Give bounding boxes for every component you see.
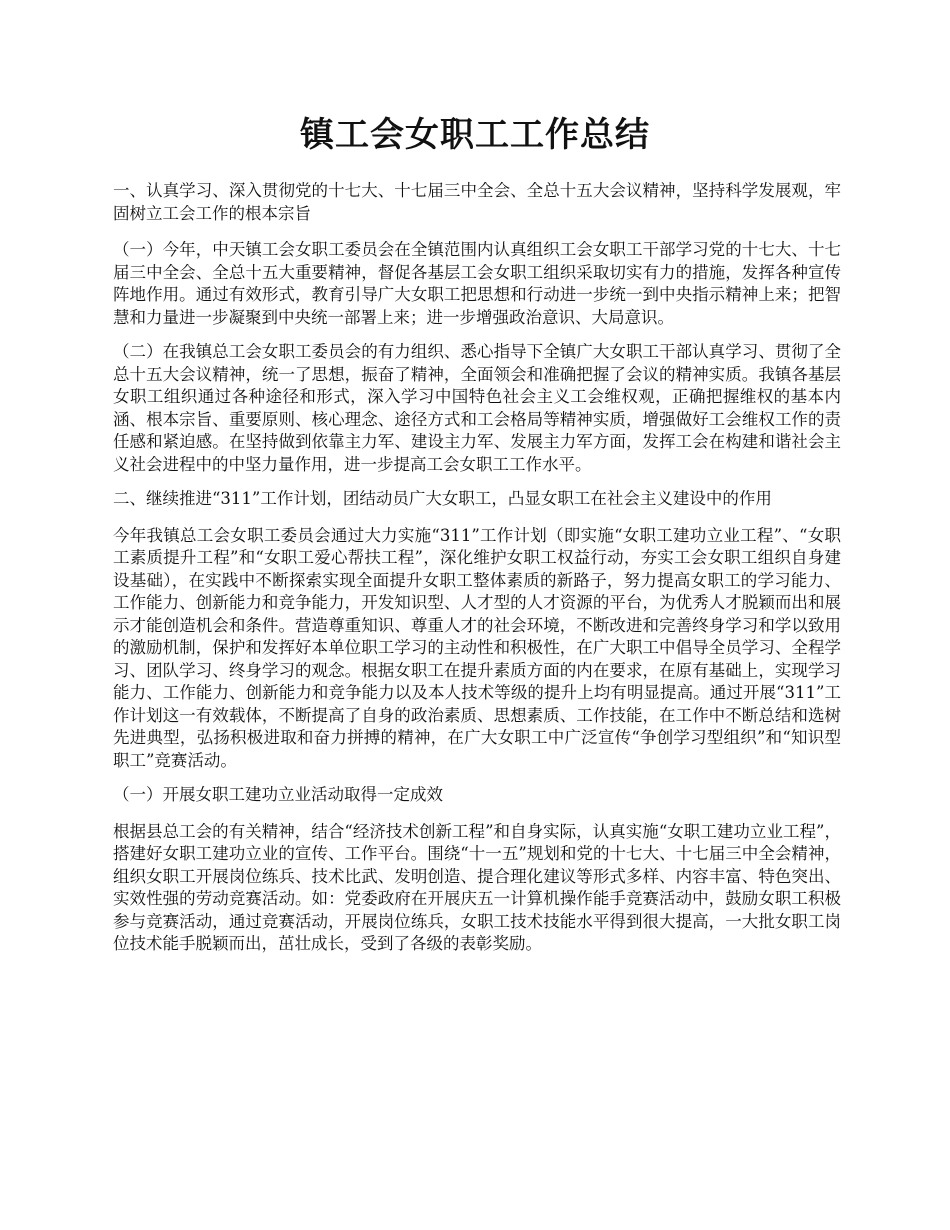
paragraph-1-1: （一）今年，中天镇工会女职工委员会在全镇范围内认真组织工会女职工干部学习党的十七大、十七届三中全会、全总十五大重要精神，督促各基层工会女职工组织采取切实有力的措施，发挥各种宣传阵地作用。通过有效形式，教育引导广大女职工把思想和行动进一步统一到中央指示精神上来；把智慧和力量进一步凝聚到中央统一部署上来；进一步增强政治意识、大局意识。 xyxy=(113,240,841,327)
document-body xyxy=(113,180,841,968)
section-heading-1: 一、认真学习、深入贯彻党的十七大、十七届三中全会、全总十五大会议精神，坚持科学发展观，牢固树立工会工作的根本宗旨 xyxy=(113,181,841,223)
paragraph-2-intro: 今年我镇总工会女职工委员会通过大力实施“311”工作计划（即实施“女职工建功立业工程”、“女职工素质提升工程”和“女职工爱心帮扶工程”，深化维护女职工权益行动，夯实工会女职工组织自身建设基础），在实践中不断探索实现全面提升女职工整体素质的新路子，努力提高女职工的学习能力、工作能力、创新能力和竞争能力，开发知识型、人才型的人才资源的平台，为优秀人才脱颖而出和展示才能创造机会和条件。营造尊重知识、尊重人才的社会环境，不断改进和完善终身学习和学以致用的激励机制，保护和发挥好本单位职工学习的主动性和积极性，在广大职工中倡导全员学习、全程学习、团队学习、终身学习的观念。根据女职工在提升素质方面的内在要求，在原有基础上，实现学习能力、工作能力、创新能力和竞争能力以及本人技术等级的提升上均有明显提高。通过开展“311”工作计划这一有效载体，不断提高了自身的政治素质、思想素质、工作技能，在工作中不断总结和选树先进典型，弘扬积极进取和奋力拼搏的精神，在广大女职工中广泛宣传“争创学习型组织”和“知识型职工”竞赛活动。 xyxy=(113,525,841,770)
page-title: 镇工会女职工工作总结 xyxy=(300,115,650,155)
section-heading-2: 二、继续推进“311”工作计划，团结动员广大女职工，凸显女职工在社会主义建设中的作用 xyxy=(113,489,772,508)
paragraph-2-1: 根据县总工会的有关精神，结合“经济技术创新工程”和自身实际，认真实施“女职工建功立业工程”，搭建好女职工建功立业的宣传、工作平台。围绕“十一五”规划和党的十七大、十七届三中全会精神，组织女职工开展岗位练兵、技术比武、发明创造、提合理化建议等形式多样、内容丰富、特色突出、实效性强的劳动竞赛活动。如：党委政府在开展庆五一计算机操作能手竞赛活动中，鼓励女职工积极参与竞赛活动，通过竞赛活动，开展岗位练兵，女职工技术技能水平得到很大提高，一大批女职工岗位技术能手脱颖而出，茁壮成长，受到了各级的表彰奖励。 xyxy=(113,821,841,953)
subsection-heading-2-1: （一）开展女职工建功立业活动取得一定成效 xyxy=(113,785,443,804)
paragraph-1-2: （二）在我镇总工会女职工委员会的有力组织、悉心指导下全镇广大女职工干部认真学习、贯彻了全总十五大会议精神，统一了思想，振奋了精神，全面领会和准确把握了会议的精神实质。我镇各基层女职工组织通过各种途径和形式，深入学习中国特色社会主义工会维权观，正确把握维权的基本内涵、根本宗旨、重要原则、核心理念、途径方式和工会格局等精神实质，增强做好工会维权工作的责任感和紧迫感。在坚持做到依靠主力军、建设主力军、发展主力军方面，发挥工会在构建和谐社会主义社会进程中的中坚力量作用，进一步提高工会女职工工作水平。 xyxy=(113,342,841,474)
